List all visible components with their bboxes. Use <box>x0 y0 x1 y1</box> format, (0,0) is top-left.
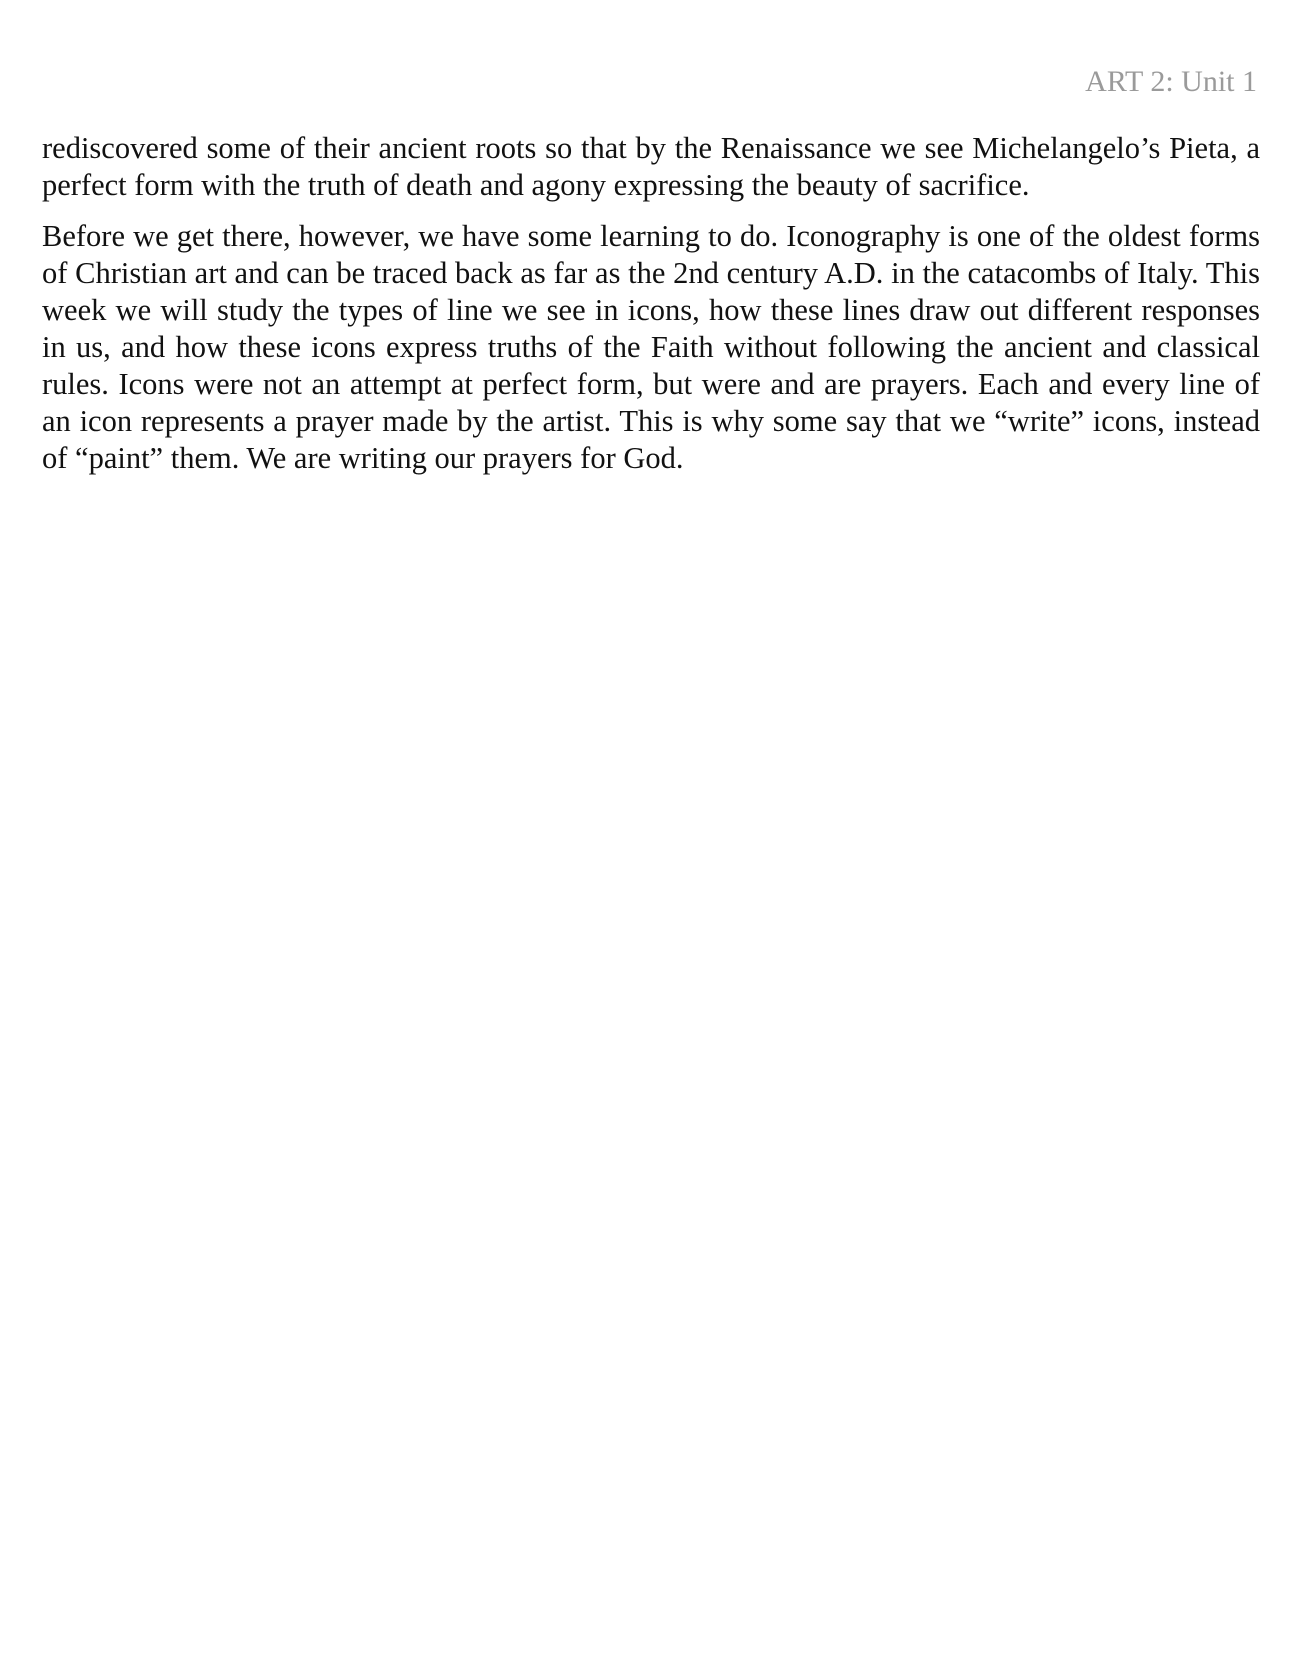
running-header: ART 2: Unit 1 <box>1085 65 1257 98</box>
paragraph-1: rediscovered some of their ancient roots so that by the Renaissance we see Michelangelo’s Pieta, a perfect form with the truth of death and agony expressing the beauty of sacrifice. <box>42 131 1260 202</box>
body-text <box>42 130 1260 491</box>
paragraph-2: Before we get there, however, we have some learning to do. Iconography is one of the oldest forms of Christian art and can be traced back as far as the 2nd century A.D. in the catacombs of Italy. This week we will study the types of line we see in icons, how these lines draw out different responses in us, and how these icons express truths of the Faith without following the ancient and classical rules. Icons were not an attempt at perfect form, but were and are prayers. Each and every line of an icon represents a prayer made by the artist. This is why some say that we “write” icons, instead of “paint” them. We are writing our prayers for God. <box>42 219 1260 475</box>
